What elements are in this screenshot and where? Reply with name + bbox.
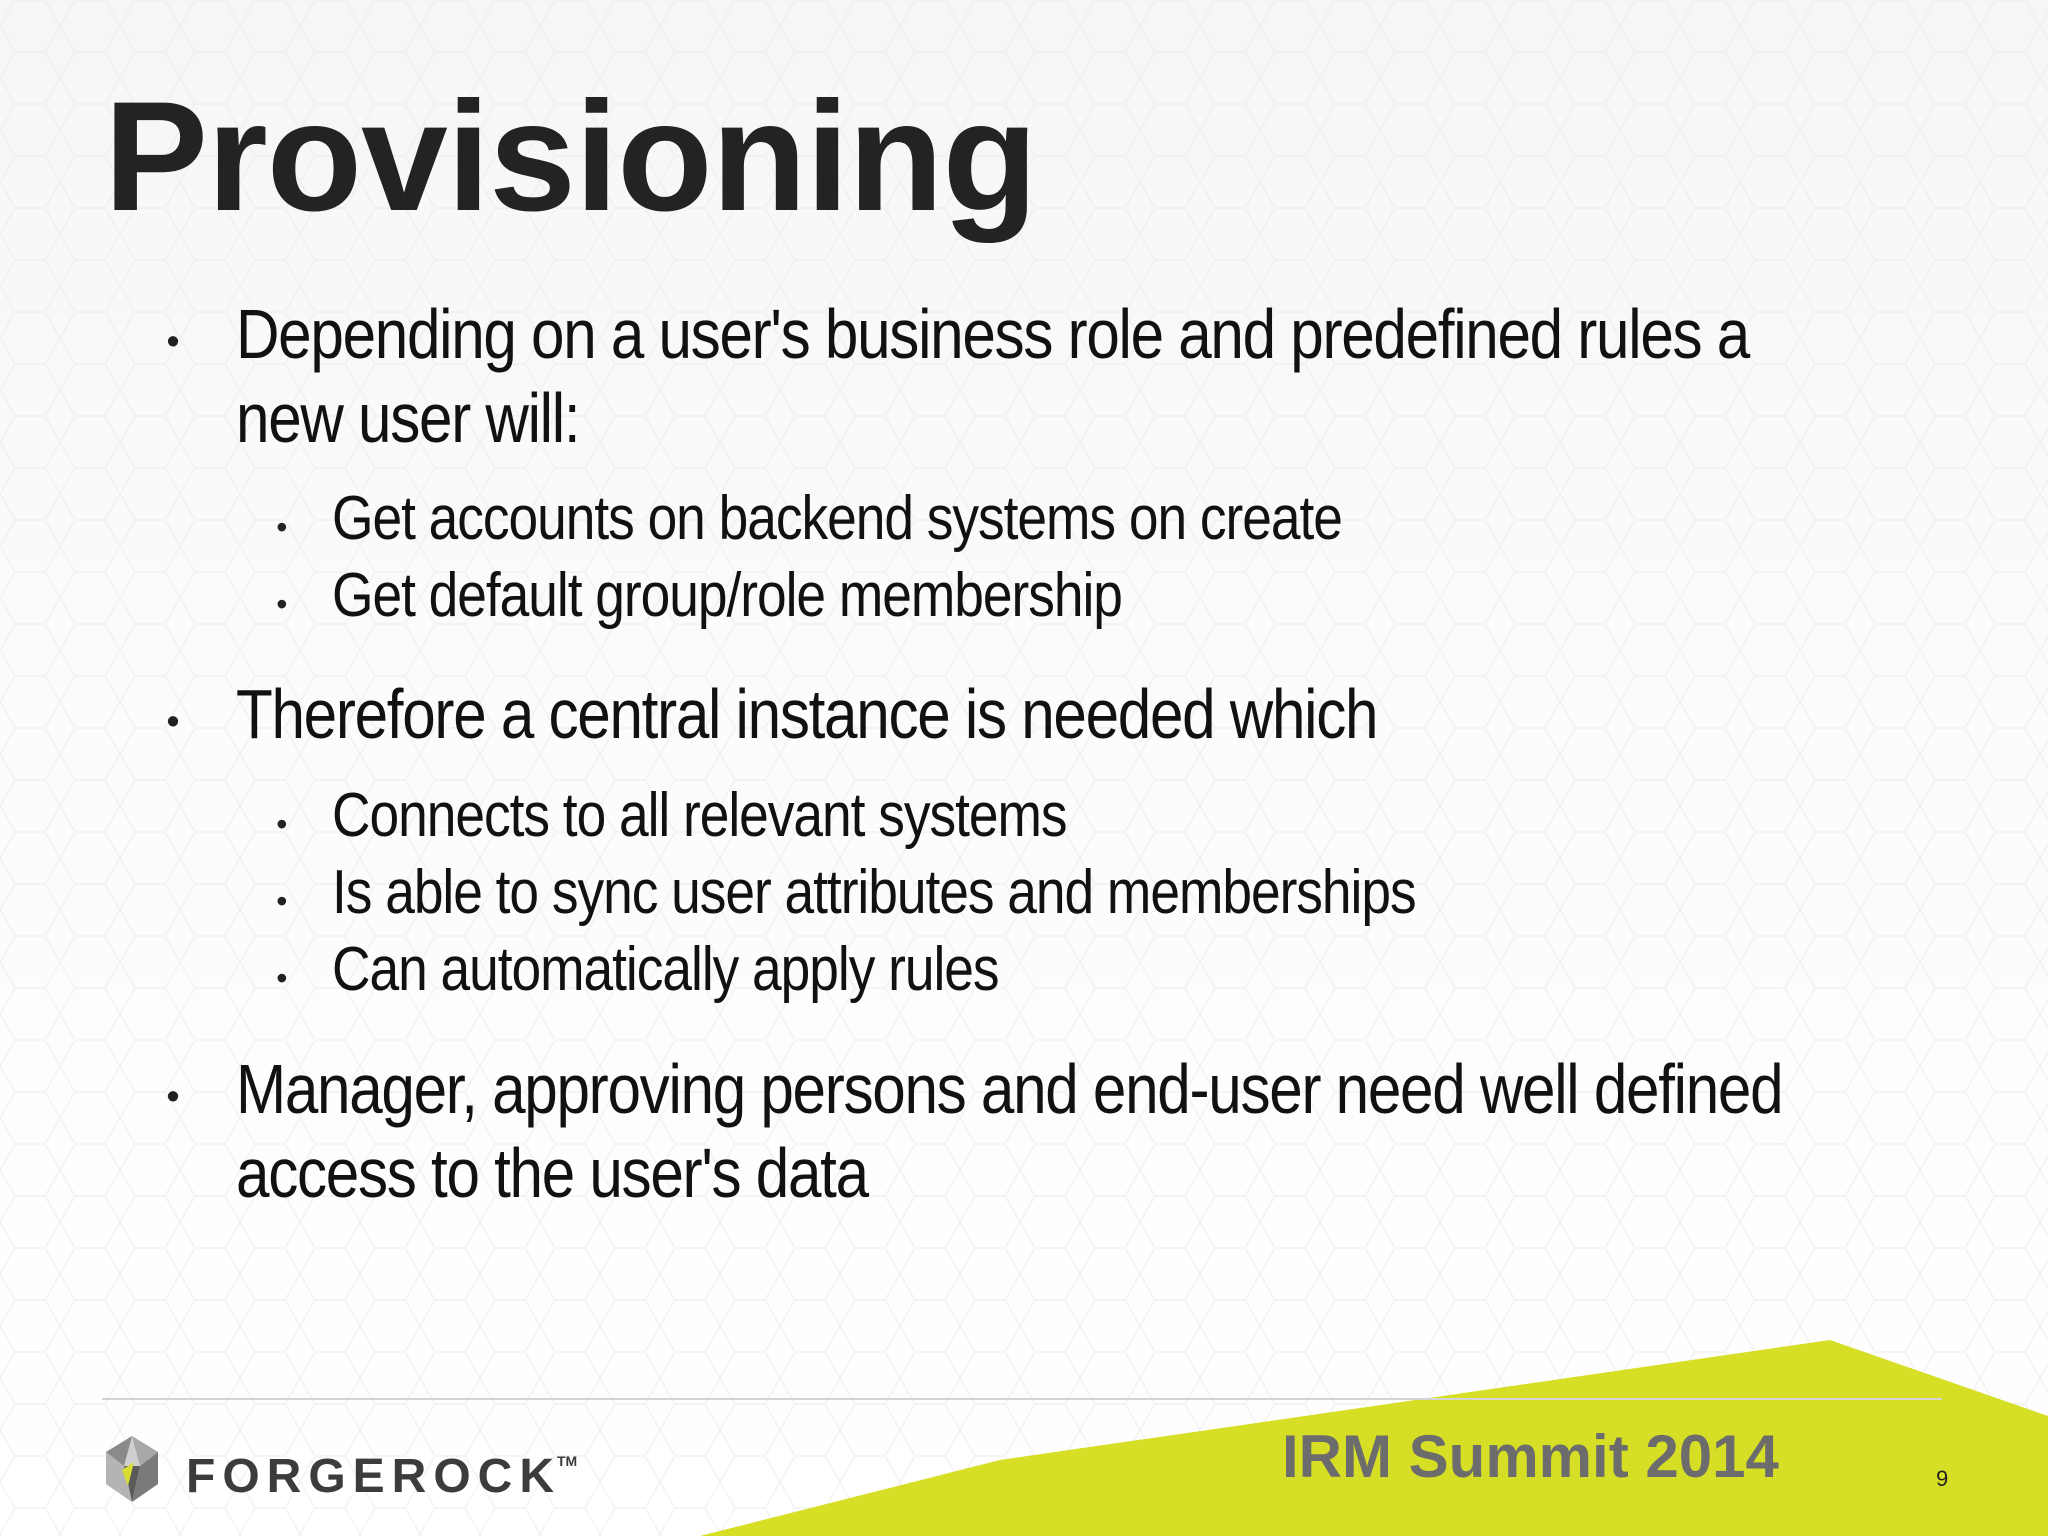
bullet-icon: •: [166, 321, 179, 363]
sub-bullet-item: [276, 778, 1067, 854]
logo-trademark: TM: [557, 1453, 578, 1469]
bullet-text: Therefore a central instance is needed which: [236, 675, 1378, 753]
sub-bullet-text: Can automatically apply rules: [332, 935, 999, 1004]
sub-bullet-text: Connects to all relevant systems: [332, 781, 1067, 850]
sub-bullet-item: [276, 481, 1342, 557]
bullet-item: [166, 1047, 1783, 1131]
forgerock-logo-icon: [100, 1432, 164, 1506]
sub-bullet-text: Get accounts on backend systems on create: [332, 484, 1342, 553]
footer-divider: [102, 1398, 1942, 1400]
sub-bullet-icon: •: [276, 960, 287, 996]
bullet-text-continuation: [236, 376, 579, 460]
page-number: 9: [1936, 1466, 1949, 1491]
event-name: IRM Summit 2014: [1282, 1423, 1779, 1490]
sub-bullet-item: [276, 558, 1122, 634]
bullet-text: access to the user's data: [236, 1134, 868, 1212]
logo-text: FORGEROCK: [186, 1450, 561, 1503]
bullet-text-continuation: [236, 1131, 868, 1215]
sub-bullet-text: Get default group/role membership: [332, 561, 1122, 630]
forgerock-logo: [100, 1432, 577, 1506]
bullet-icon: •: [166, 701, 179, 743]
bullet-text: Depending on a user's business role and predefined rules a: [236, 295, 1749, 373]
sub-bullet-icon: •: [276, 806, 287, 842]
sub-bullet-icon: •: [276, 509, 287, 545]
bullet-text: new user will:: [236, 379, 580, 457]
sub-bullet-text: Is able to sync user attributes and memberships: [332, 858, 1416, 927]
sub-bullet-icon: •: [276, 586, 287, 622]
logo-wordmark: [186, 1424, 577, 1514]
bullet-item: [166, 292, 1749, 376]
bullet-text: Manager, approving persons and end-user need well defined: [236, 1050, 1783, 1128]
sub-bullet-icon: •: [276, 883, 287, 919]
sub-bullet-item: [276, 855, 1416, 931]
bullet-icon: •: [166, 1076, 179, 1118]
slide-title: Provisioning: [104, 70, 1037, 244]
bullet-item: [166, 672, 1378, 756]
sub-bullet-item: [276, 932, 999, 1008]
